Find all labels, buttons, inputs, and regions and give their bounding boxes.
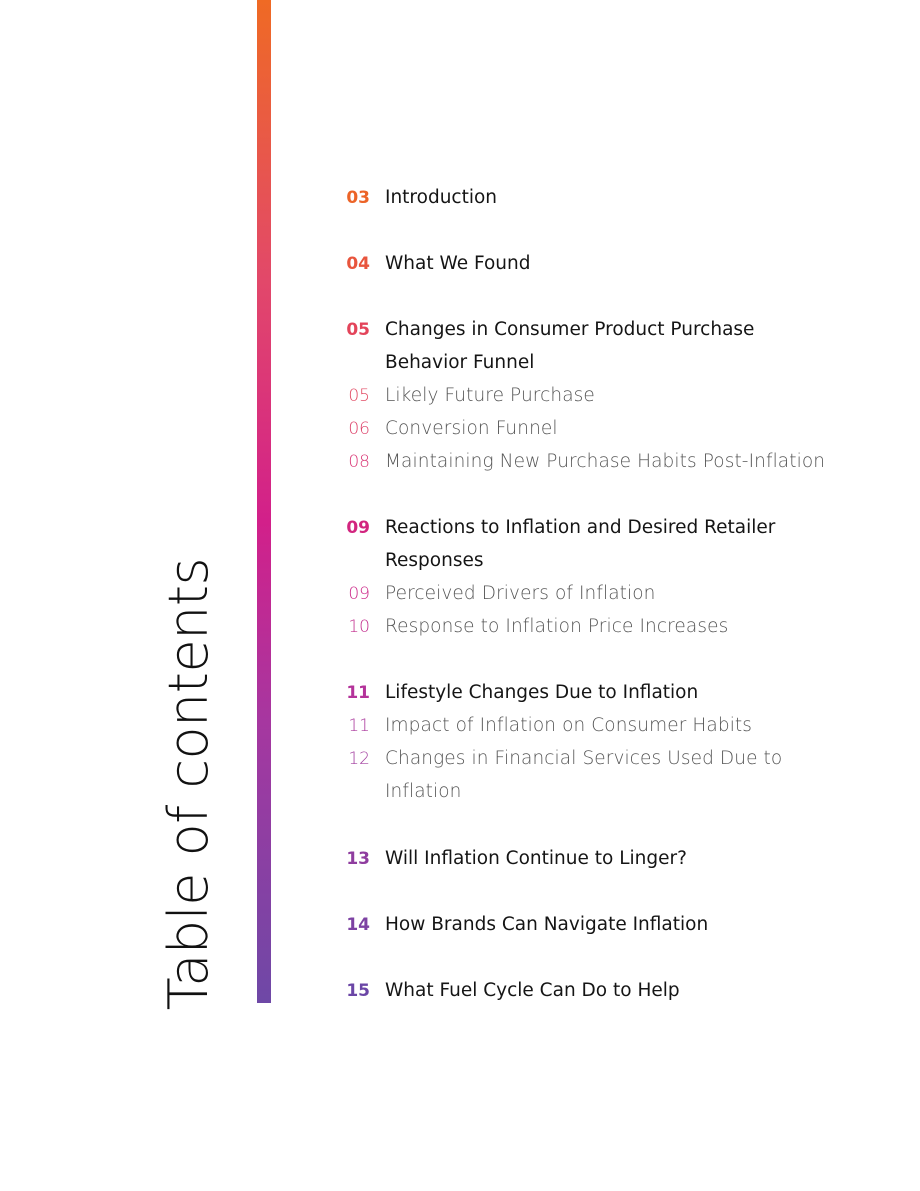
toc-subentry-perceived-drivers[interactable] bbox=[330, 577, 890, 610]
toc-entry-page-number: 14 bbox=[346, 915, 370, 935]
toc-list bbox=[330, 0, 890, 1191]
toc-entry-page-number: 15 bbox=[346, 981, 370, 1001]
toc-subentry-page-number: 10 bbox=[348, 617, 370, 637]
toc-subentry-label: Response to Inflation Price Increases bbox=[385, 616, 729, 637]
toc-entry-label: Will Inflation Continue to Linger? bbox=[385, 848, 687, 869]
toc-subentry-page-number: 06 bbox=[348, 419, 370, 439]
toc-subentry-page-number: 05 bbox=[348, 386, 370, 406]
toc-entry-label: Changes in Consumer Product Purchase Behavior Funnel bbox=[385, 319, 755, 373]
toc-title-text: Table of contents bbox=[157, 557, 221, 1011]
toc-subentry-conversion-funnel[interactable] bbox=[330, 412, 890, 445]
toc-subentry-new-purchase-habits[interactable] bbox=[330, 445, 890, 478]
toc-entry-label: Introduction bbox=[385, 187, 498, 208]
toc-entry-page-number: 13 bbox=[346, 849, 370, 869]
toc-entry-label: What We Found bbox=[385, 253, 531, 274]
toc-subentry-page-number: 08 bbox=[348, 452, 370, 472]
toc-entry-page-number: 05 bbox=[346, 320, 370, 340]
gradient-bar bbox=[257, 0, 271, 1003]
toc-entry-what-we-found[interactable] bbox=[330, 247, 890, 280]
toc-title bbox=[157, 557, 221, 1011]
toc-subentry-consumer-habits[interactable] bbox=[330, 709, 890, 742]
toc-subentry-label: Likely Future Purchase bbox=[385, 385, 595, 406]
toc-subentry-label: Changes in Financial Services Used Due to Inflation bbox=[385, 748, 783, 802]
toc-entry-label: What Fuel Cycle Can Do to Help bbox=[385, 980, 680, 1001]
toc-entry-label: How Brands Can Navigate Inflation bbox=[385, 914, 709, 935]
toc-subentry-label: Perceived Drivers of Inflation bbox=[385, 583, 656, 604]
toc-entry-brands-navigate[interactable] bbox=[330, 908, 890, 941]
toc-subentry-page-number: 09 bbox=[348, 584, 370, 604]
toc-entry-page-number: 11 bbox=[346, 683, 370, 703]
toc-subentry-price-increases[interactable] bbox=[330, 610, 890, 643]
toc-entry-purchase-behavior-funnel[interactable] bbox=[330, 313, 890, 379]
toc-entry-label: Lifestyle Changes Due to Inflation bbox=[385, 682, 699, 703]
toc-entry-fuel-cycle-help[interactable] bbox=[330, 974, 890, 1007]
toc-subentry-page-number: 12 bbox=[348, 749, 370, 769]
toc-entry-page-number: 09 bbox=[346, 518, 370, 538]
toc-entry-reactions-to-inflation[interactable] bbox=[330, 511, 890, 577]
toc-subentry-likely-future-purchase[interactable] bbox=[330, 379, 890, 412]
toc-entry-page-number: 04 bbox=[346, 254, 370, 274]
toc-subentry-label: Conversion Funnel bbox=[385, 418, 558, 439]
toc-entry-label: Reactions to Inflation and Desired Retailer Responses bbox=[385, 517, 776, 571]
toc-subentry-label: Maintaining New Purchase Habits Post-Inflation bbox=[385, 451, 826, 472]
toc-entry-introduction[interactable] bbox=[330, 181, 890, 214]
toc-subentry-label: Impact of Inflation on Consumer Habits bbox=[385, 715, 753, 736]
toc-subentry-page-number: 11 bbox=[348, 716, 370, 736]
toc-entry-inflation-linger[interactable] bbox=[330, 842, 890, 875]
toc-entry-lifestyle-changes[interactable] bbox=[330, 676, 890, 709]
toc-subentry-financial-services[interactable] bbox=[330, 742, 890, 808]
toc-entry-page-number: 03 bbox=[346, 188, 370, 208]
